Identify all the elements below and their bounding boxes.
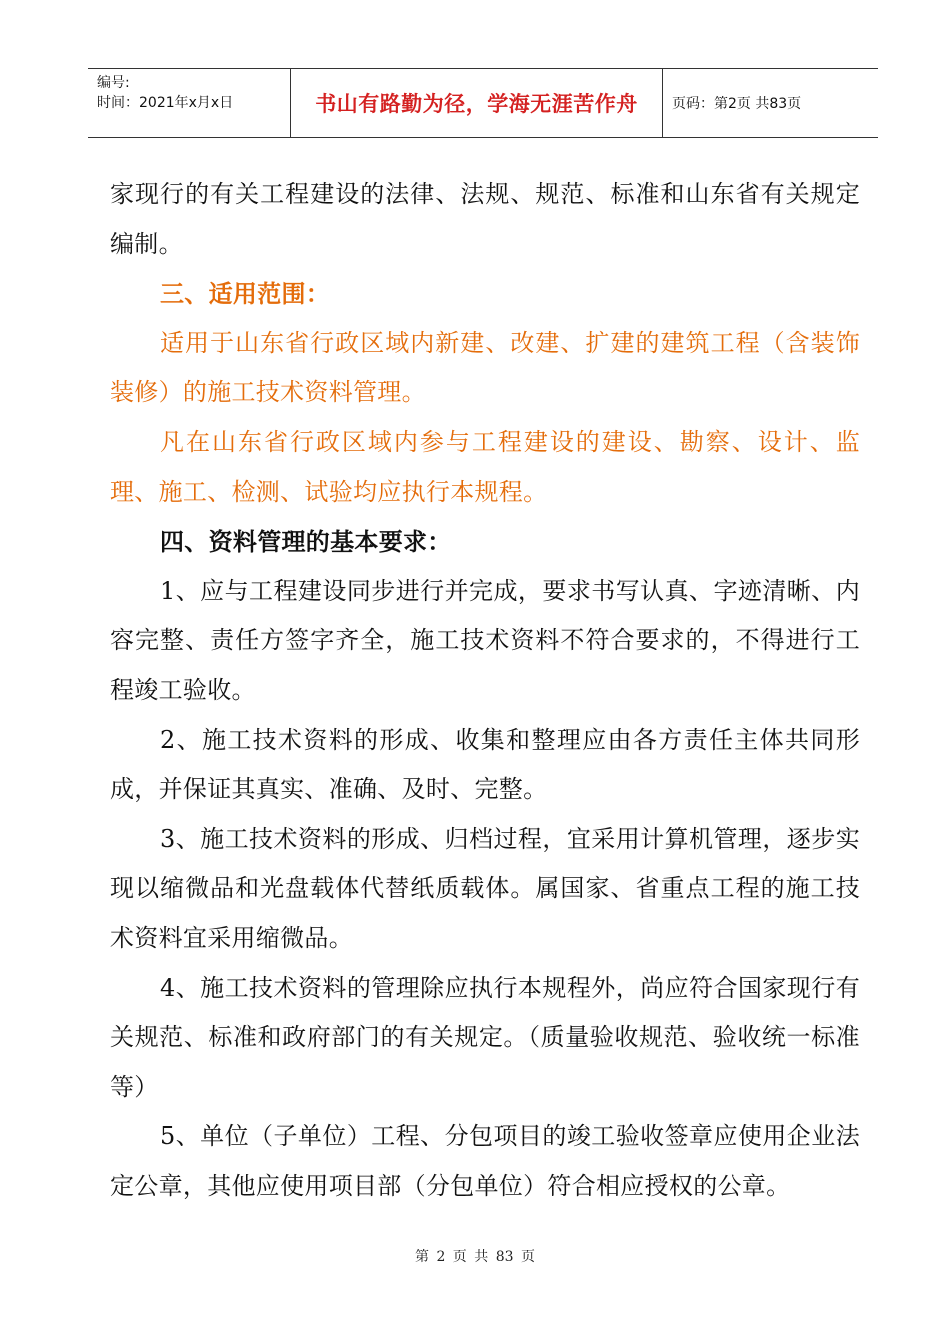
requirement-item-5: 5、单位（子单位）工程、分包项目的竣工验收签章应使用企业法定公章，其他应使用项目部（分包单位）符合相应授权的公章。 [110,1122,860,1200]
document-date: 时间：2021年x月x日 [97,95,234,111]
document-code-label: 编号: [97,75,130,91]
header-motto: 书山有路勤为径，学海无涯苦作舟 [315,91,638,116]
document-body [110,170,860,1211]
section-3-paragraph-2: 凡在山东省行政区域内参与工程建设的建设、勘察、设计、监理、施工、检测、试验均应执行本规程。 [110,427,860,506]
footer-page-number: 第 2 页 共 83 页 [415,1249,535,1265]
header-motto-cell [291,69,663,137]
section-3-heading: 三、适用范围： [160,279,331,309]
requirement-item-2: 2、施工技术资料的形成、收集和整理应由各方责任主体共同形成，并保证其真实、准确、及时、完整。 [110,725,860,804]
continuation-paragraph: 家现行的有关工程建设的法律、法规、规范、标准和山东省有关规定编制。 [110,180,860,258]
header-meta-cell [88,69,291,137]
section-4-heading: 四、资料管理的基本要求： [160,527,452,557]
section-3-paragraph-1: 适用于山东省行政区域内新建、改建、扩建的建筑工程（含装饰装修）的施工技术资料管理。 [110,328,860,407]
requirement-item-3: 3、施工技术资料的形成、归档过程，宜采用计算机管理，逐步实现以缩微品和光盘载体代替纸质载体。属国家、省重点工程的施工技术资料宜采用缩微品。 [110,824,860,952]
page-footer [0,1246,950,1266]
requirement-item-4: 4、施工技术资料的管理除应执行本规程外，尚应符合国家现行有关规范、标准和政府部门的有关规定。（质量验收规范、验收统一标准等） [110,973,860,1101]
header-page-cell [663,69,878,137]
page-header [88,68,878,138]
requirement-item-1: 1、应与工程建设同步进行并完成，要求书写认真、字迹清晰、内容完整、责任方签字齐全，施工技术资料不符合要求的，不得进行工程竣工验收。 [110,576,860,704]
header-page-number: 页码：第2页 共83页 [672,96,802,112]
